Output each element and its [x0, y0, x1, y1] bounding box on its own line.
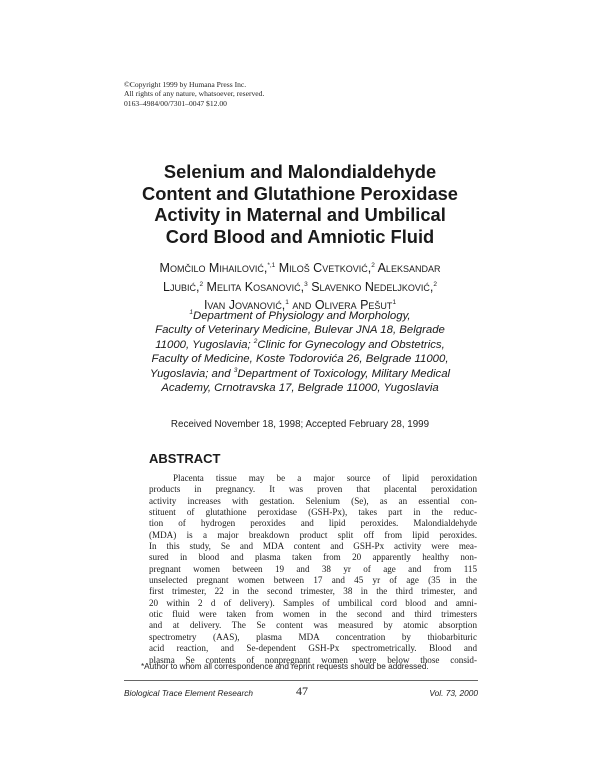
affiliation-text: Faculty of Medicine, Koste Todorovića 26, Belgrade 11000,: [151, 353, 449, 366]
affiliation-line: [125, 323, 475, 337]
abstract-heading: ABSTRACT: [149, 451, 221, 466]
article-title: [110, 161, 490, 247]
author-affil-mark: 1: [392, 298, 397, 306]
affiliation-line: [125, 352, 475, 366]
affiliation-text: Yugoslavia; and: [149, 367, 234, 380]
author-line: [110, 278, 490, 297]
issn-line: 0163–4984/00/7301–0047 $12.00: [124, 98, 227, 108]
author-affil-mark: *,1: [267, 261, 276, 269]
abstract-line: tion of hydrogen peroxides and lipid peroxides. Malondialdehyde: [149, 518, 477, 529]
author-affil-mark: 1: [285, 298, 289, 306]
affiliation-text: 11000, Yugoslavia;: [155, 338, 254, 351]
author-name: Miloš Cvetković,: [275, 261, 372, 275]
author-affil-mark: 2: [371, 261, 375, 269]
abstract-line: (MDA) is a major breakdown product split off from lipid peroxides.: [149, 529, 477, 540]
abstract-line: otic fluid were taken from women in the second and third trimesters: [149, 609, 477, 620]
author-name: Ivan Jovanović,: [203, 298, 286, 312]
author-affil-mark: 3: [304, 280, 308, 288]
page-number: 47: [296, 684, 308, 698]
affiliation-line: [125, 309, 475, 323]
abstract-line: stituent of glutathione peroxidase (GSH-Px), takes part in the reduc-: [149, 507, 477, 518]
author-affil-mark: 2: [199, 280, 204, 288]
journal-name: Biological Trace Element Research: [124, 688, 253, 698]
abstract-line: first trimester, 22 in the second trimester, 38 in the third trimester, and: [149, 586, 477, 597]
abstract-line: sured in blood and plasma taken from 20 apparently healthy non-: [149, 552, 477, 563]
abstract-line: 20 within 2 d of delivery). Samples of umbilical cord blood and amni-: [149, 597, 477, 608]
affiliation-text: Academy, Crnotravska 17, Belgrade 11000, Yugoslavia: [161, 382, 439, 395]
author-name: Ljubić,: [163, 279, 200, 294]
copyright-line: ©Copyright 1999 by Humana Press Inc.: [124, 80, 247, 89]
volume-info: Vol. 73, 2000: [429, 688, 478, 698]
affil-mark: 1: [189, 309, 193, 317]
affiliations: [125, 309, 475, 395]
affil-mark: 2: [253, 338, 258, 346]
affiliation-text: Clinic for Gynecology and Obstetrics,: [257, 338, 445, 351]
author-name: Olivera Pešut: [314, 298, 393, 312]
affil-mark: 3: [233, 366, 238, 374]
received-dates: Received November 18, 1998; Accepted February 28, 1999: [170, 419, 430, 430]
abstract-line: In this study, Se and MDA content and GSH-Px activity were mea-: [149, 541, 477, 552]
author-name: Aleksandar: [374, 261, 441, 275]
abstract-line: spectrometry (AAS), plasma MDA concentration by thiobarbituric: [149, 631, 477, 642]
copyright-notice: [124, 80, 424, 108]
abstract-body: [149, 473, 477, 666]
abstract-line: and at delivery. The Se content was measured by atomic absorption: [149, 620, 477, 631]
abstract-line: unselected pregnant women between 17 and 45 yr of age (35 in the: [149, 575, 477, 586]
title-line: Content and Glutathione Peroxidase: [142, 182, 458, 204]
author-affil-mark: 2: [433, 280, 437, 288]
affiliation-text: Department of Physiology and Morphology,: [193, 310, 411, 322]
abstract-line: activity increases with gestation. Selenium (Se), as an essential con-: [149, 495, 477, 506]
title-line: Activity in Maternal and Umbilical: [154, 204, 446, 226]
affiliation-text: Faculty of Veterinary Medicine, Bulevar JNA 18, Belgrade: [155, 324, 445, 337]
abstract-line: acid reaction, and Se-dependent GSH-Px spectrometrically. Blood and: [149, 643, 477, 654]
affiliation-line: [125, 367, 475, 381]
footer-rule: [124, 680, 478, 681]
rights-line: All rights of any nature, whatsoever, reserved.: [124, 89, 265, 99]
affiliation-line: [125, 381, 475, 395]
author-list: [110, 259, 490, 315]
correspondence-footnote: *Author to whom all correspondence and reprint requests should be addressed.: [141, 662, 429, 671]
title-line: Selenium and Malondialdehyde: [163, 161, 437, 182]
author-name: Melita Kosanović,: [203, 279, 305, 294]
affiliation-line: [125, 338, 475, 352]
abstract-line: products in pregnancy. It was proven that placental peroxidation: [149, 484, 477, 495]
author-line: [110, 259, 490, 278]
abstract-line: plasma Se contents of nonpregnant women were below those consid-: [149, 654, 477, 665]
title-line: Cord Blood and Amniotic Fluid: [165, 225, 435, 247]
author-name: Momčilo Mihailović,: [159, 261, 268, 275]
author-name: Slavenko Nedeljković,: [307, 279, 434, 294]
abstract-line: Placenta tissue may be a major source of lipid peroxidation: [173, 473, 477, 483]
affiliation-text: Department of Toxicology, Military Medical: [237, 367, 451, 380]
author-conjunction: and: [288, 298, 315, 312]
abstract-line: pregnant women between 19 and 38 yr of age and from 115: [149, 563, 477, 574]
